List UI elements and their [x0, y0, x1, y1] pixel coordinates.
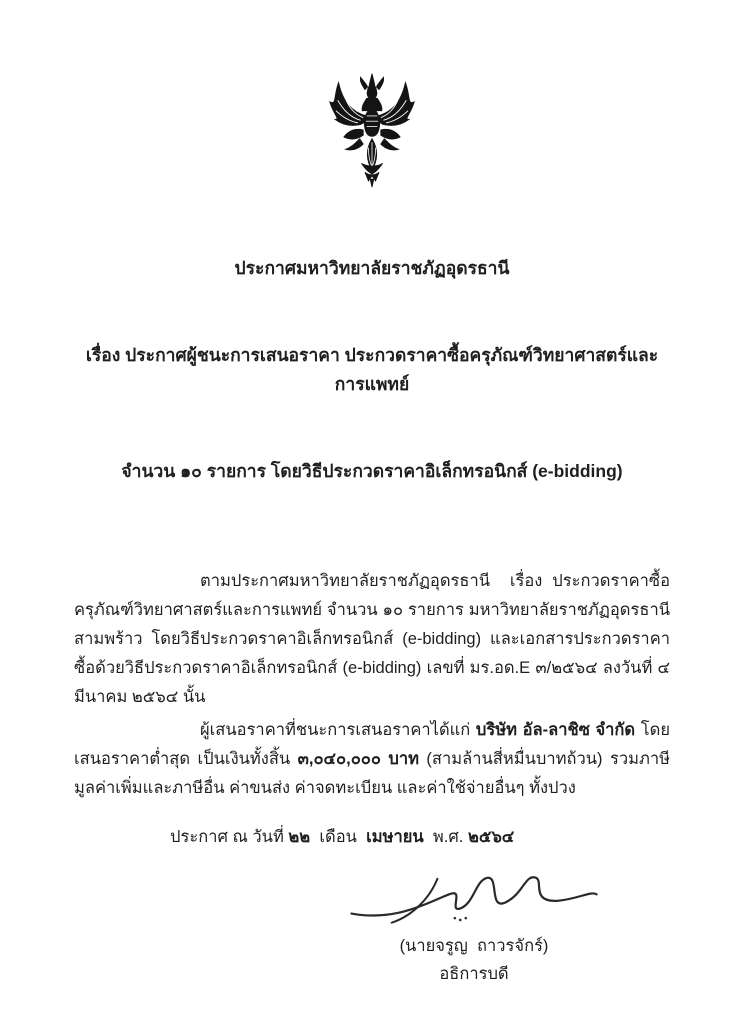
winner-text-seg3: (สามล้านสี่หมื่นบาทถ้วน) รวมภาษีมูลค่าเพิ่มและภาษีอื่น ค่าขนส่ง ค่าจดทะเบียน และค่าใช้จ่ายอื่นๆ ทั้งปวง — [74, 750, 670, 797]
date-sep2: พ.ศ. — [423, 828, 468, 846]
paragraph-reference: ตามประกาศมหาวิทยาลัยราชภัฏอุดรธานี เรื่อง ประกวดราคาซื้อครุภัณฑ์วิทยาศาสตร์และการแพทย์ จำนวน ๑๐ รายการ มหาวิทยาลัยราชภัฏอุดรธานี สามพร้าว โดยวิธีประกวดราคาอิเล็กทรอนิกส์ (e-bidding) และเอกสารประกวดราคาซื้อด้วยวิธีประกวดราคาอิเล็กทรอนิกส์ (e-bidding) เลขที่ มร.อด.E ๓/๒๕๖๔ ลงวันที่ ๔ มีนาคม ๒๕๖๔ นั้น — [74, 572, 675, 706]
announcement-date-line — [74, 823, 670, 852]
paragraph-winner — [74, 716, 670, 803]
date-sep1: เดือน — [310, 828, 367, 846]
signatory-position: อธิการบดี — [439, 965, 509, 983]
title-block — [74, 196, 670, 544]
emblem-container — [74, 72, 670, 188]
document-page — [0, 72, 744, 1013]
date-day: ๒๒ — [288, 828, 311, 846]
announcement-method: จำนวน ๑๐ รายการ โดยวิธีประกวดราคาอิเล็กทรอนิกส์ (e-bidding) — [121, 461, 623, 481]
announcement-org-title: ประกาศมหาวิทยาลัยราชภัฏอุดรธานี — [234, 258, 510, 278]
signature-handwritten — [334, 866, 614, 930]
signatory-name: (นายจรูญ ถาวรจักร์) — [399, 937, 549, 955]
date-prefix: ประกาศ ณ วันที่ — [170, 828, 289, 846]
garuda-emblem — [319, 72, 425, 188]
winner-text-seg1: ผู้เสนอราคาที่ชนะการเสนอราคาได้แก่ — [200, 721, 476, 739]
date-month: เมษายน — [366, 828, 424, 846]
winner-company-name: บริษัท อัล-ลาชิซ จำกัด — [475, 721, 636, 739]
announcement-subject: เรื่อง ประกาศผู้ชนะการเสนอราคา ประกวดราคาซื้อครุภัณฑ์วิทยาศาสตร์และการแพทย์ — [85, 345, 659, 394]
date-year: ๒๕๖๔ — [467, 828, 515, 846]
signature-block — [324, 866, 624, 988]
winning-bid-amount: ๓,๐๔๐,๐๐๐ บาท — [297, 750, 419, 768]
winner-text-seg2: โดยเสนอราคาต่ำสุด เป็นเงินทั้งสิ้น — [74, 721, 670, 768]
